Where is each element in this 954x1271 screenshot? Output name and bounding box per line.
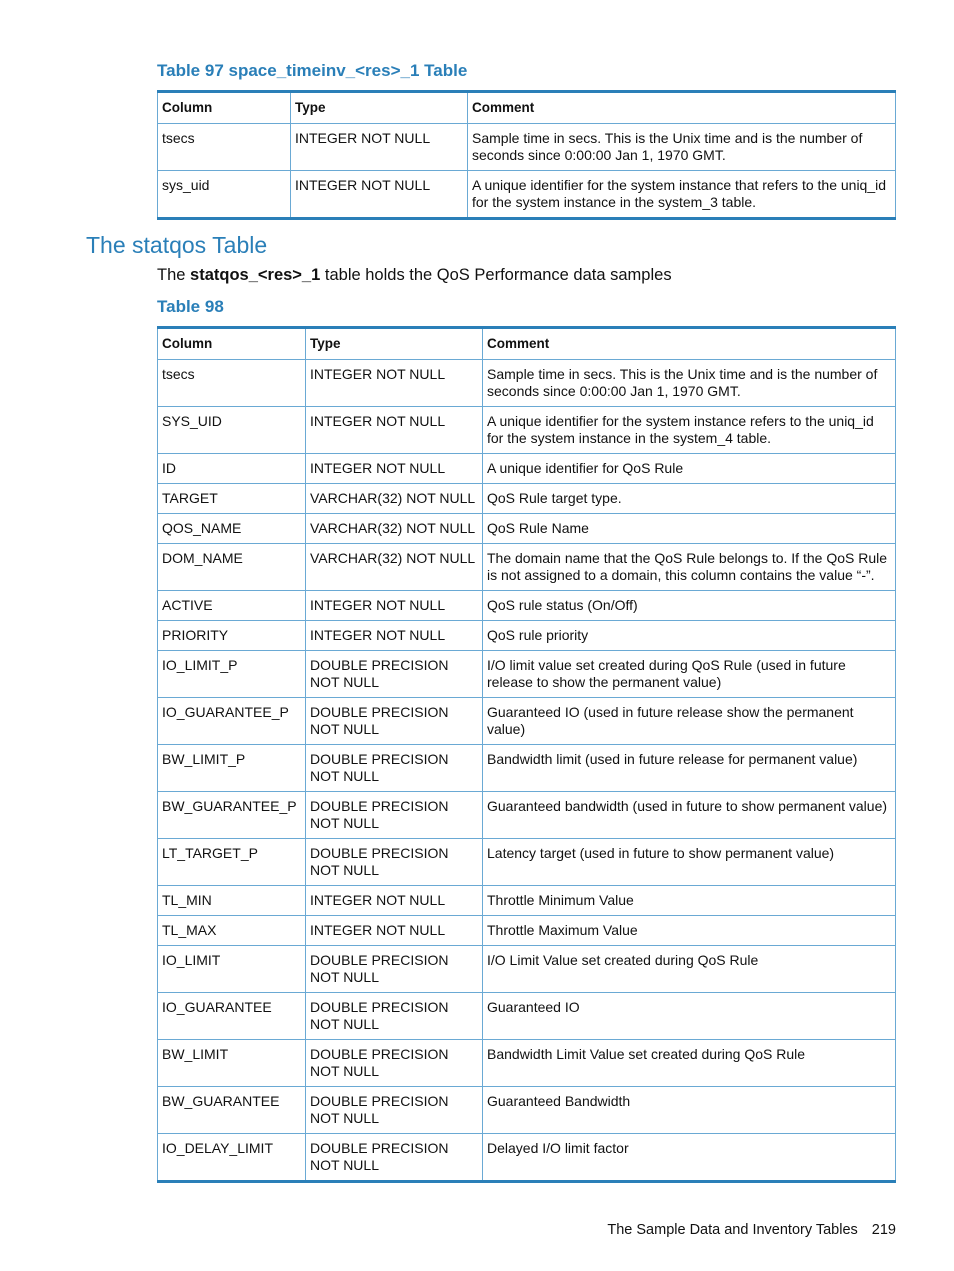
table-cell: sys_uid [158, 171, 291, 219]
column-header: Comment [483, 328, 896, 360]
table-row [158, 1087, 896, 1134]
section-heading: The statqos Table [86, 232, 268, 258]
column-header: Column [158, 92, 291, 124]
column-header: Column [158, 328, 306, 360]
table-row [158, 514, 896, 544]
table-cell: DOUBLE PRECISION NOT NULL [306, 651, 483, 698]
table-cell: Guaranteed bandwidth (used in future to show permanent value) [483, 792, 896, 839]
table-row [158, 591, 896, 621]
table-cell: IO_DELAY_LIMIT [158, 1134, 306, 1182]
table-row [158, 544, 896, 591]
table-cell: Latency target (used in future to show permanent value) [483, 839, 896, 886]
table-cell: INTEGER NOT NULL [291, 171, 468, 219]
table-cell: INTEGER NOT NULL [306, 454, 483, 484]
intro-text-end: table holds the QoS Performance data samples [320, 266, 672, 284]
table-row [158, 745, 896, 792]
table-row [158, 839, 896, 886]
table-cell: INTEGER NOT NULL [306, 591, 483, 621]
column-header: Type [306, 328, 483, 360]
table-cell: BW_LIMIT_P [158, 745, 306, 792]
table-97 [157, 90, 896, 220]
table-cell: DOUBLE PRECISION NOT NULL [306, 839, 483, 886]
table-row [158, 360, 896, 407]
table-cell: DOUBLE PRECISION NOT NULL [306, 946, 483, 993]
table-cell: ID [158, 454, 306, 484]
table-cell: DOUBLE PRECISION NOT NULL [306, 745, 483, 792]
table-row [158, 171, 896, 219]
table-cell: BW_LIMIT [158, 1040, 306, 1087]
table-cell: Guaranteed IO (used in future release show the permanent value) [483, 698, 896, 745]
table-cell: VARCHAR(32) NOT NULL [306, 484, 483, 514]
table-cell: IO_LIMIT_P [158, 651, 306, 698]
table-row [158, 792, 896, 839]
table-cell: VARCHAR(32) NOT NULL [306, 544, 483, 591]
table-row [158, 1134, 896, 1182]
table-cell: A unique identifier for the system instance that refers to the uniq_id for the system instance in the system_3 table. [468, 171, 896, 219]
table-cell: DOM_NAME [158, 544, 306, 591]
column-header: Type [291, 92, 468, 124]
table-cell: BW_GUARANTEE_P [158, 792, 306, 839]
table-cell: IO_GUARANTEE_P [158, 698, 306, 745]
table-cell: Guaranteed Bandwidth [483, 1087, 896, 1134]
table-cell: QOS_NAME [158, 514, 306, 544]
table-cell: INTEGER NOT NULL [306, 621, 483, 651]
table-row [158, 621, 896, 651]
table-98 [157, 326, 896, 1183]
table-row [158, 946, 896, 993]
page-number: 219 [871, 1222, 896, 1238]
table-cell: A unique identifier for QoS Rule [483, 454, 896, 484]
table-cell: DOUBLE PRECISION NOT NULL [306, 792, 483, 839]
table-row [158, 651, 896, 698]
table-cell: INTEGER NOT NULL [306, 886, 483, 916]
table-row [158, 886, 896, 916]
table-cell: Throttle Maximum Value [483, 916, 896, 946]
table-cell: QoS Rule Name [483, 514, 896, 544]
intro-table-name: statqos_<res>_1 [190, 266, 321, 284]
table-cell: TL_MIN [158, 886, 306, 916]
table-cell: Guaranteed IO [483, 993, 896, 1040]
table-cell: PRIORITY [158, 621, 306, 651]
table-cell: Throttle Minimum Value [483, 886, 896, 916]
table-row [158, 407, 896, 454]
table-cell: I/O Limit Value set created during QoS Rule [483, 946, 896, 993]
table-row [158, 124, 896, 171]
table-cell: TL_MAX [158, 916, 306, 946]
table-cell: A unique identifier for the system instance refers to the uniq_id for the system instance in the system_4 table. [483, 407, 896, 454]
table-cell: DOUBLE PRECISION NOT NULL [306, 698, 483, 745]
table-cell: QoS rule priority [483, 621, 896, 651]
table-cell: INTEGER NOT NULL [306, 360, 483, 407]
table-cell: DOUBLE PRECISION NOT NULL [306, 1134, 483, 1182]
table-cell: BW_GUARANTEE [158, 1087, 306, 1134]
section-intro [157, 266, 672, 285]
table-cell: Bandwidth limit (used in future release for permanent value) [483, 745, 896, 792]
table-cell: DOUBLE PRECISION NOT NULL [306, 993, 483, 1040]
table-cell: VARCHAR(32) NOT NULL [306, 514, 483, 544]
table-header-row [158, 92, 896, 124]
table-cell: Delayed I/O limit factor [483, 1134, 896, 1182]
table-cell: tsecs [158, 124, 291, 171]
table-row [158, 484, 896, 514]
table-cell: QoS Rule target type. [483, 484, 896, 514]
table-cell: Bandwidth Limit Value set created during QoS Rule [483, 1040, 896, 1087]
table-row [158, 1040, 896, 1087]
table-cell: Sample time in secs. This is the Unix time and is the number of seconds since 0:00:00 Jan 1, 1970 GMT. [468, 124, 896, 171]
table-cell: Sample time in secs. This is the Unix time and is the number of seconds since 0:00:00 Jan 1, 1970 GMT. [483, 360, 896, 407]
table-cell: SYS_UID [158, 407, 306, 454]
table-row [158, 916, 896, 946]
table-header-row [158, 328, 896, 360]
table-cell: ACTIVE [158, 591, 306, 621]
table-row [158, 698, 896, 745]
table-cell: INTEGER NOT NULL [306, 407, 483, 454]
table-cell: tsecs [158, 360, 306, 407]
table-row [158, 993, 896, 1040]
page-footer [607, 1222, 896, 1238]
table-cell: LT_TARGET_P [158, 839, 306, 886]
intro-text-start: The [157, 266, 191, 284]
table-cell: I/O limit value set created during QoS Rule (used in future release to show the permanent value) [483, 651, 896, 698]
table-cell: QoS rule status (On/Off) [483, 591, 896, 621]
table-cell: The domain name that the QoS Rule belongs to. If the QoS Rule is not assigned to a domain, this column contains the value “-”. [483, 544, 896, 591]
table-cell: INTEGER NOT NULL [306, 916, 483, 946]
table-cell: INTEGER NOT NULL [291, 124, 468, 171]
table-cell: DOUBLE PRECISION NOT NULL [306, 1040, 483, 1087]
table-cell: IO_GUARANTEE [158, 993, 306, 1040]
table-cell: IO_LIMIT [158, 946, 306, 993]
table-row [158, 454, 896, 484]
footer-title: The Sample Data and Inventory Tables [607, 1222, 858, 1238]
table-97-caption: Table 97 space_timeinv_<res>_1 Table [157, 61, 468, 80]
table-cell: TARGET [158, 484, 306, 514]
column-header: Comment [468, 92, 896, 124]
table-cell: DOUBLE PRECISION NOT NULL [306, 1087, 483, 1134]
table-98-caption: Table 98 [157, 297, 224, 316]
